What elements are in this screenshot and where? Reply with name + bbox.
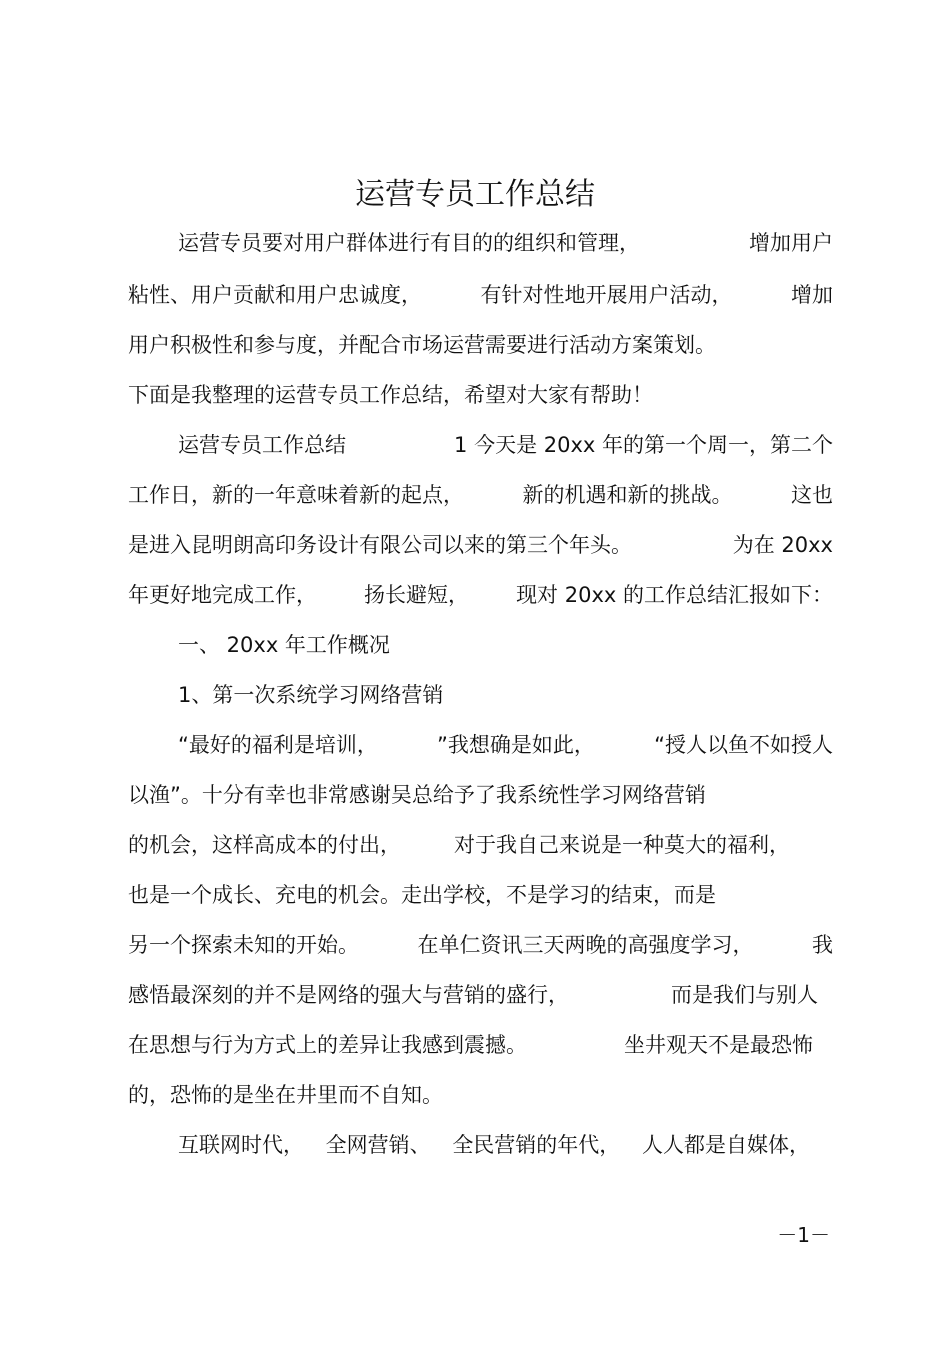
line-segment: 1、第一次系统学习网络营销 xyxy=(178,683,444,707)
line-segment: 增加 xyxy=(791,283,833,307)
line-segment: 互联网时代， xyxy=(178,1133,304,1157)
line-segment: 下面是我整理的运营专员工作总结，希望对大家有帮助！ xyxy=(128,383,653,407)
line-segment: 新的机遇和新的挑战。 xyxy=(522,483,733,507)
line-segment: 用户积极性和参与度，并配合市场运营需要进行活动方案策划。 xyxy=(128,333,716,357)
line-segment: 以渔”。十分有幸也非常感谢吴总给予了我系统性学习网络营销 xyxy=(128,783,706,807)
body-line xyxy=(128,530,833,560)
line-segment: 人人都是自媒体， xyxy=(641,1133,810,1157)
line-segment: 而是我们与别人 xyxy=(671,983,818,1007)
line-segment: 这也 xyxy=(791,483,833,507)
line-segment: 一、 20xx 年工作概况 xyxy=(178,633,390,657)
line-segment: 运营专员工作总结 xyxy=(178,433,346,457)
document-title: 运营专员工作总结 xyxy=(355,177,595,212)
line-segment: 在单仁资讯三天两晚的高强度学习， xyxy=(417,933,754,957)
body-line xyxy=(128,830,790,860)
line-segment: 坐井观天不是最恐怖 xyxy=(624,1033,813,1057)
line-segment: 增加用户 xyxy=(749,231,833,255)
body-line xyxy=(178,680,833,710)
body-line xyxy=(128,280,833,310)
line-segment: 扬长避短， xyxy=(364,583,470,607)
line-segment: 为在 20xx xyxy=(732,533,833,557)
line-segment: 运营专员要对用户群体进行有目的的组织和管理， xyxy=(178,231,640,255)
body-line xyxy=(128,980,818,1010)
body-line xyxy=(128,930,833,960)
line-segment: 感悟最深刻的并不是网络的强大与营销的盛行， xyxy=(128,983,569,1007)
body-line xyxy=(128,330,833,360)
page-number: －1－ xyxy=(777,1223,830,1247)
line-segment: 现对 20xx 的工作总结汇报如下： xyxy=(516,583,833,607)
body-line xyxy=(178,730,833,760)
body-line xyxy=(128,1030,813,1060)
body-line xyxy=(178,1130,810,1160)
line-segment: ”我想确是如此， xyxy=(437,733,595,757)
line-segment: 在思想与行为方式上的差异让我感到震撼。 xyxy=(128,1033,527,1057)
line-segment: “最好的福利是培训， xyxy=(178,733,378,757)
line-segment: 我 xyxy=(812,933,833,957)
line-segment: 全网营销、 xyxy=(325,1133,431,1157)
line-segment: 的机会，这样高成本的付出， xyxy=(128,833,401,857)
body-line xyxy=(128,880,833,910)
line-segment: 另一个探索未知的开始。 xyxy=(128,933,359,957)
line-segment: 是进入昆明朗高印务设计有限公司以来的第三个年头。 xyxy=(128,533,632,557)
line-segment: 有针对性地开展用户活动， xyxy=(480,283,733,307)
line-segment: 粘性、用户贡献和用户忠诚度， xyxy=(128,283,422,307)
body-line xyxy=(178,430,833,460)
body-line xyxy=(128,580,833,610)
line-segment: “授人以鱼不如授人 xyxy=(654,733,833,757)
line-segment: 工作日，新的一年意味着新的起点， xyxy=(128,483,464,507)
line-segment: 1 今天是 20xx 年的第一个周一，第二个 xyxy=(454,433,833,457)
body-line xyxy=(128,1080,833,1110)
line-segment: 也是一个成长、充电的机会。走出学校，不是学习的结束，而是 xyxy=(128,883,716,907)
line-segment: 对于我自己来说是一种莫大的福利， xyxy=(454,833,790,857)
line-segment: 年更好地完成工作， xyxy=(128,583,317,607)
line-segment: 的，恐怖的是坐在井里而不自知。 xyxy=(128,1083,443,1107)
line-segment: 全民营销的年代， xyxy=(452,1133,621,1157)
body-line xyxy=(178,228,833,258)
body-line xyxy=(178,630,833,660)
body-line xyxy=(128,780,833,810)
body-line xyxy=(128,380,833,410)
body-line xyxy=(128,480,833,510)
